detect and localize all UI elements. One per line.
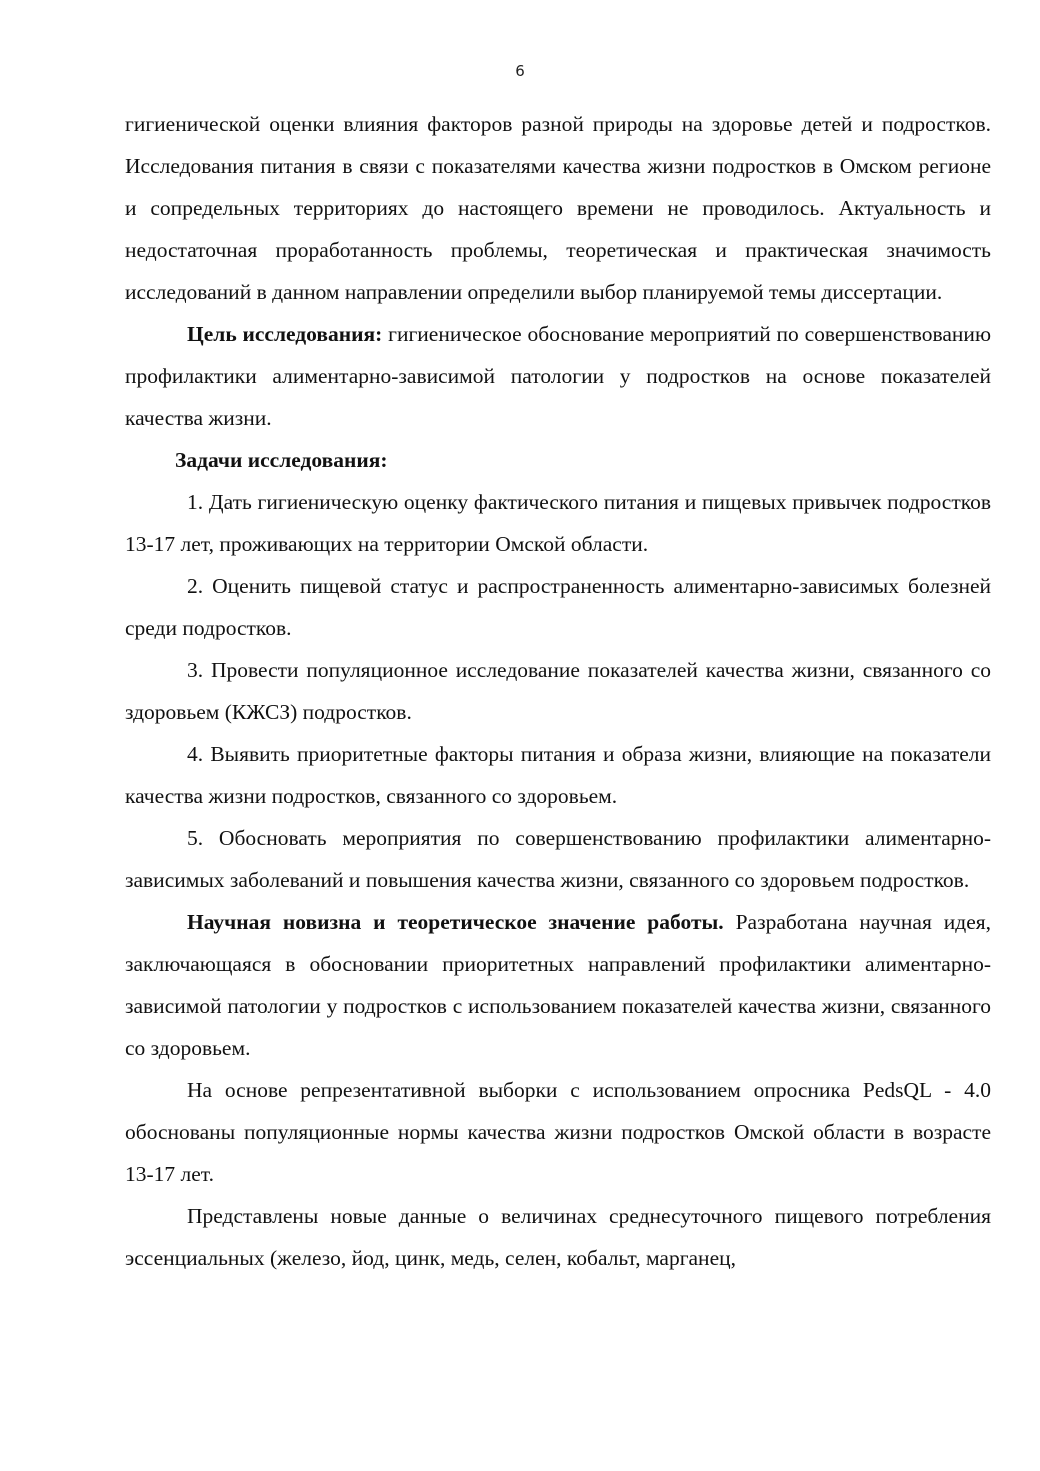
task-item-2: 2. Оценить пищевой статус и распространенность алиментарно-зависимых болезней среди подростков. (125, 574, 991, 640)
paragraph-relevance: гигиенической оценки влияния факторов разной природы на здоровье детей и подростков. Исследования питания в связи с показателями качества жизни подростков в Омском регионе и сопредельных территориях до настоящего времени не проводилось. Актуальность и недостаточная проработанность проблемы, теоретическая и практическая значимость исследований в данном направлении определили выбор планируемой темы диссертации. (125, 112, 991, 304)
paragraph-pedsql: На основе репрезентативной выборки с использованием опросника PedsQL - 4.0 обоснованы популяционные нормы качества жизни подростков Омской области в возрасте 13-17 лет. (125, 1078, 991, 1186)
page-number: 6 (515, 62, 525, 80)
page-body (125, 103, 991, 1279)
novelty-text: Разработана научная идея, заключающаяся в обосновании приоритетных направлений профилактики алиментарно-зависимой патологии у подростков с использованием показателей качества жизни, связанного со здоровьем. (125, 910, 992, 1060)
paragraph-novelty (125, 901, 991, 1069)
task-item-5: 5. Обосновать мероприятия по совершенствованию профилактики алиментарно-зависимых заболеваний и повышения качества жизни, связанного со здоровьем подростков. (125, 826, 991, 892)
paragraph-goal (125, 313, 991, 439)
task-item-4: 4. Выявить приоритетные факторы питания и образа жизни, влияющие на показатели качества жизни подростков, связанного со здоровьем. (125, 742, 991, 808)
novelty-label: Научная новизна и теоретическое значение работы. (187, 910, 724, 934)
goal-label: Цель исследования: (187, 322, 383, 346)
task-item-3: 3. Провести популяционное исследование показателей качества жизни, связанного со здоровьем (КЖСЗ) подростков. (125, 658, 991, 724)
tasks-heading: Задачи исследования: (175, 448, 388, 472)
task-item-1: 1. Дать гигиеническую оценку фактического питания и пищевых привычек подростков 13-17 лет, проживающих на территории Омской области. (125, 490, 991, 556)
goal-text: гигиеническое обоснование мероприятий по совершенствованию профилактики алиментарно-зависимой патологии у подростков на основе показателей качества жизни. (125, 322, 992, 430)
paragraph-new-data: Представлены новые данные о величинах среднесуточного пищевого потребления эссенциальных (железо, йод, цинк, медь, селен, кобальт, марганец, (125, 1204, 991, 1270)
